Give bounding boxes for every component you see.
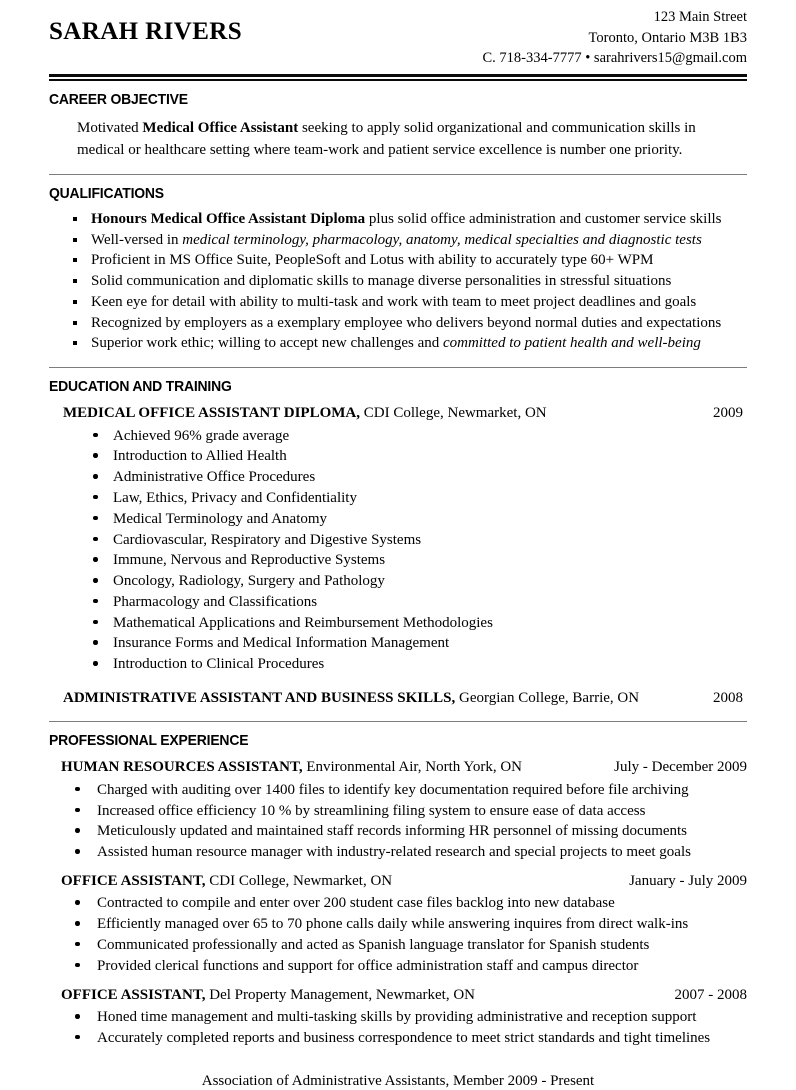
- education-course-item: [49, 592, 747, 613]
- education-entry-heading: [49, 689, 747, 709]
- experience-entries: [49, 758, 747, 1048]
- section-title-education: EDUCATION AND TRAINING: [49, 378, 232, 396]
- qualification-text: Keen eye for detail with ability to multi-task and work with team to meet project deadlines and goals: [91, 293, 697, 310]
- education-course-text: Immune, Nervous and Reproductive Systems: [113, 552, 386, 569]
- section-title-career-objective: CAREER OBJECTIVE: [49, 90, 188, 108]
- bullet-marker: [93, 453, 98, 458]
- education-entries: [49, 404, 747, 708]
- education-entry-date: 2009: [713, 405, 743, 422]
- bullet-marker: [93, 516, 98, 521]
- qualification-item: [49, 313, 747, 334]
- experience-duty-text: Honed time management and multi-tasking skills by providing administrative and reception support: [97, 1009, 697, 1025]
- bullet-marker: [75, 828, 80, 833]
- education-institution: Georgian College, Barrie, ON: [455, 689, 640, 706]
- qualification-text: plus solid office administration and customer service skills: [365, 210, 722, 227]
- section-title-qualifications: QUALIFICATIONS: [49, 184, 164, 202]
- career-objective-text: [77, 117, 747, 161]
- experience-employer: Del Property Management, Newmarket, ON: [205, 986, 476, 1003]
- experience-duty-list: [49, 780, 747, 863]
- experience-entry-heading: [49, 758, 747, 778]
- resume-header: [49, 0, 747, 69]
- qualification-bold-text: Honours Medical Office Assistant Diploma: [91, 210, 366, 227]
- qualifications-list: [49, 209, 747, 354]
- education-program-name: MEDICAL OFFICE ASSISTANT DIPLOMA,: [63, 405, 360, 422]
- bullet-marker: [93, 661, 98, 666]
- bullet-marker: [75, 963, 80, 968]
- section-professional-experience: [49, 732, 747, 1048]
- experience-entry-date: 2007 - 2008: [674, 986, 747, 1003]
- experience-duty-text: Meticulously updated and maintained staff records informing HR personnel of missing documents: [97, 823, 688, 840]
- bullet-marker: [93, 537, 98, 542]
- bullet-marker: [93, 578, 98, 583]
- bullet-marker: [73, 217, 77, 221]
- experience-entry-title: [61, 872, 392, 892]
- membership-note: Association of Administrative Assistants, Member 2009 - Present: [201, 1072, 595, 1089]
- divider-wrap-education: [49, 367, 747, 368]
- education-course-text: Achieved 96% grade average: [113, 427, 290, 444]
- qualification-text: Proficient in MS Office Suite, PeopleSoft and Lotus with ability to accurately type 60+ WPM: [91, 252, 654, 269]
- address-line-2: Toronto, Ontario M3B 1B3: [588, 29, 747, 46]
- experience-duty-item: [49, 914, 747, 935]
- experience-entry-date: July - December 2009: [614, 759, 747, 776]
- experience-job-title: HUMAN RESOURCES ASSISTANT,: [61, 759, 303, 776]
- education-course-text: Oncology, Radiology, Surgery and Pathology: [113, 573, 385, 590]
- experience-duty-item: [49, 801, 747, 822]
- qualification-item: [49, 230, 747, 251]
- education-course-text: Law, Ethics, Privacy and Confidentiality: [113, 489, 357, 506]
- qualification-item: [49, 292, 747, 313]
- bullet-marker: [75, 921, 80, 926]
- education-course-list: [49, 426, 747, 675]
- education-course-text: Insurance Forms and Medical Information Management: [113, 635, 450, 652]
- education-entry-title: [63, 689, 639, 709]
- experience-duty-text: Accurately completed reports and business correspondence to meet strict standards and tight timelines: [97, 1029, 711, 1046]
- contact-block: [483, 6, 747, 69]
- experience-entry-title: [61, 986, 475, 1006]
- education-entry-date: 2008: [713, 689, 743, 706]
- education-course-item: [49, 550, 747, 571]
- education-course-item: [49, 446, 747, 467]
- experience-entry-title: [61, 758, 522, 778]
- education-course-item: [49, 467, 747, 488]
- section-qualifications: [49, 185, 747, 354]
- bullet-marker: [93, 640, 98, 645]
- phone-email-line: C. 718-334-7777 • sarahrivers15@gmail.com: [482, 50, 747, 67]
- qualification-text: Superior work ethic; willing to accept new challenges and: [91, 335, 443, 352]
- candidate-name: SARAH RIVERS: [49, 18, 243, 45]
- experience-duty-item: [49, 1028, 747, 1049]
- experience-duty-item: [49, 935, 747, 956]
- experience-entry-heading: [49, 986, 747, 1006]
- experience-duty-text: Charged with auditing over 1400 files to identify key documentation required before file archiving: [97, 781, 689, 798]
- section-divider-qualifications: [49, 174, 747, 175]
- experience-duty-text: Contracted to compile and enter over 200 student case files backlog into new database: [97, 895, 615, 912]
- section-divider-education: [49, 367, 747, 368]
- qualification-italic-text: medical terminology, pharmacology, anatomy, medical specialties and diagnostic tests: [182, 231, 702, 248]
- education-course-item: [49, 530, 747, 551]
- bullet-marker: [75, 787, 80, 792]
- bullet-marker: [93, 620, 98, 625]
- experience-duty-text: Communicated professionally and acted as Spanish language translator for Spanish students: [97, 936, 650, 953]
- bullet-marker: [75, 849, 80, 854]
- objective-text-before: Motivated: [77, 119, 143, 136]
- objective-text-after: seeking to apply solid organizational and communication skills in medical or healthcare setting where team-work and patient service excellence is number one priority.: [77, 119, 696, 158]
- section-title-professional-experience: PROFESSIONAL EXPERIENCE: [49, 732, 249, 750]
- bullet-marker: [75, 900, 80, 905]
- education-course-text: Introduction to Clinical Procedures: [113, 656, 325, 673]
- bullet-marker: [75, 942, 80, 947]
- bullet-marker: [73, 258, 77, 262]
- bullet-marker: [93, 474, 98, 479]
- education-course-item: [49, 426, 747, 447]
- objective-text-bold: Medical Office Assistant: [142, 119, 299, 136]
- experience-duty-text: Assisted human resource manager with industry-related research and special projects to meet goals: [97, 844, 691, 861]
- header-divider: [49, 74, 747, 81]
- experience-entry-heading: [49, 872, 747, 892]
- education-course-item: [49, 654, 747, 675]
- divider-wrap-qualifications: [49, 174, 747, 175]
- experience-duty-item: [49, 893, 747, 914]
- bullet-marker: [93, 495, 98, 500]
- bullet-marker: [93, 599, 98, 604]
- education-course-text: Mathematical Applications and Reimbursement Methodologies: [113, 614, 493, 631]
- experience-duty-list: [49, 1007, 747, 1049]
- experience-duty-item: [49, 821, 747, 842]
- education-program-name: ADMINISTRATIVE ASSISTANT AND BUSINESS SKILLS,: [63, 689, 456, 706]
- section-divider-experience: [49, 721, 747, 722]
- education-course-item: [49, 571, 747, 592]
- experience-duty-text: Increased office efficiency 10 % by streamlining filing system to ensure ease of data access: [97, 802, 646, 819]
- education-course-text: Pharmacology and Classifications: [113, 593, 318, 610]
- experience-employer: CDI College, Newmarket, ON: [205, 872, 393, 889]
- qualification-italic-text: committed to patient health and well-being: [442, 335, 701, 352]
- qualification-text: Recognized by employers as a exemplary employee who delivers beyond normal duties and expectations: [91, 314, 722, 331]
- qualification-item: [49, 250, 747, 271]
- education-course-text: Administrative Office Procedures: [113, 469, 316, 486]
- education-course-item: [49, 633, 747, 654]
- experience-duty-item: [49, 956, 747, 977]
- section-career-objective: [49, 91, 747, 161]
- bullet-marker: [73, 300, 77, 304]
- experience-employer: Environmental Air, North York, ON: [302, 759, 522, 776]
- bullet-marker: [73, 279, 77, 283]
- bullet-marker: [75, 808, 80, 813]
- education-course-text: Medical Terminology and Anatomy: [113, 510, 328, 527]
- bullet-marker: [75, 1035, 80, 1040]
- bullet-marker: [73, 238, 77, 242]
- experience-entry-date: January - July 2009: [629, 872, 747, 889]
- qualification-text: Solid communication and diplomatic skills to manage diverse personalities in stressful situations: [91, 273, 672, 290]
- experience-duty-list: [49, 893, 747, 976]
- experience-job-title: OFFICE ASSISTANT,: [61, 986, 206, 1003]
- education-course-item: [49, 613, 747, 634]
- experience-job-title: OFFICE ASSISTANT,: [61, 872, 206, 889]
- qualification-item: [49, 271, 747, 292]
- experience-duty-item: [49, 842, 747, 863]
- experience-duty-text: Efficiently managed over 65 to 70 phone calls daily while answering inquires from direct walk-ins: [97, 916, 689, 933]
- bullet-marker: [75, 1014, 80, 1019]
- qualification-text: Well-versed in: [91, 231, 183, 248]
- bullet-marker: [73, 341, 77, 345]
- education-course-text: Introduction to Allied Health: [113, 448, 287, 465]
- education-institution: CDI College, Newmarket, ON: [360, 405, 547, 422]
- education-course-text: Cardiovascular, Respiratory and Digestive Systems: [113, 531, 422, 548]
- experience-duty-item: [49, 1007, 747, 1028]
- qualification-item: [49, 333, 747, 354]
- experience-duty-text: Provided clerical functions and support for office administration staff and campus director: [97, 957, 639, 974]
- education-course-item: [49, 488, 747, 509]
- bullet-marker: [73, 321, 77, 325]
- address-line-1: 123 Main Street: [653, 9, 747, 25]
- experience-duty-item: [49, 780, 747, 801]
- bullet-marker: [93, 433, 98, 438]
- bullet-marker: [93, 557, 98, 562]
- section-education: [49, 378, 747, 708]
- divider-wrap-experience: [49, 721, 747, 722]
- education-entry-heading: [49, 404, 747, 424]
- education-course-item: [49, 509, 747, 530]
- qualification-item: [49, 209, 747, 230]
- education-entry-title: [63, 404, 547, 424]
